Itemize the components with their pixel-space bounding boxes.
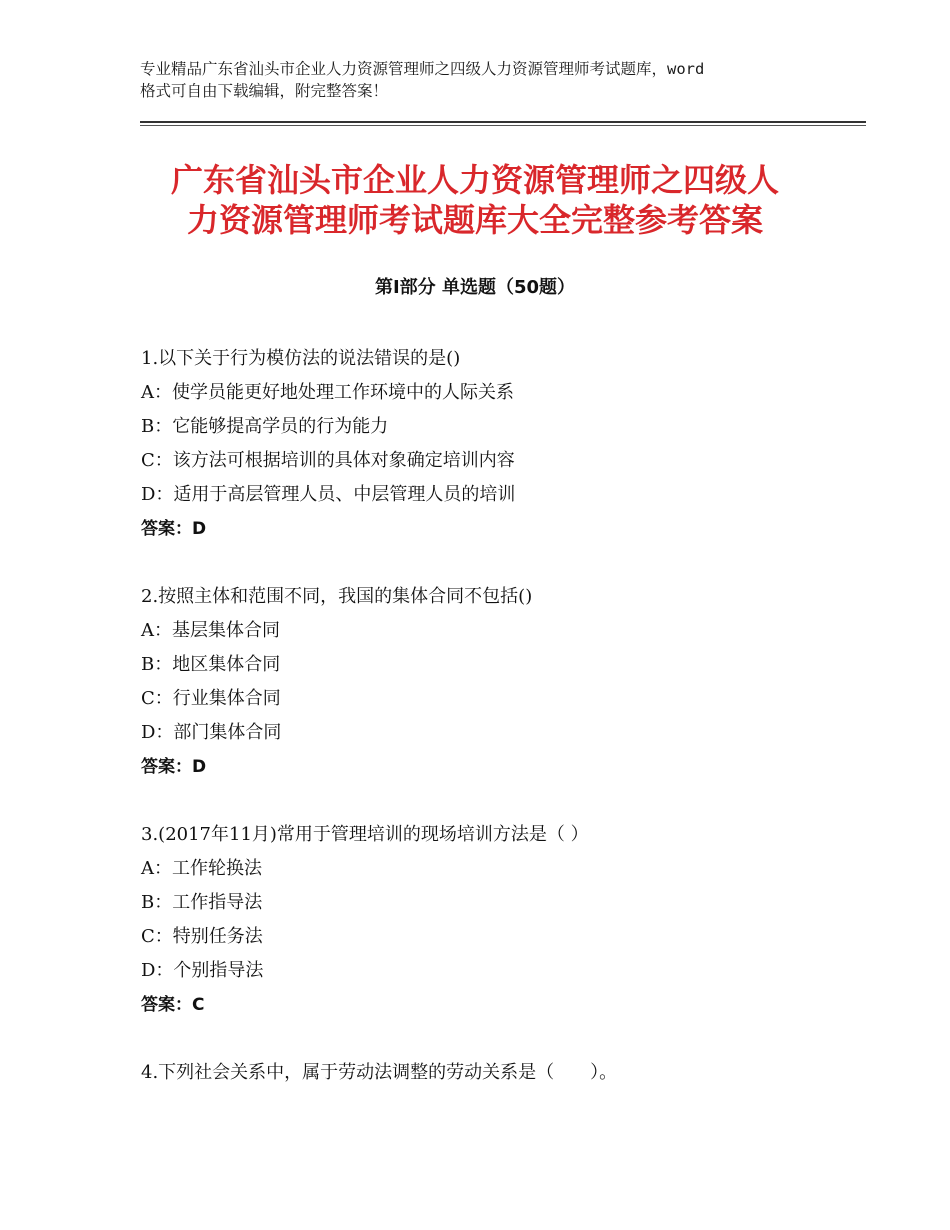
answer-label: 答案：C [141,995,205,1015]
question-list [141,342,831,1124]
option-d: D：适用于高层管理人员、中层管理人员的培训 [141,484,516,505]
option-b: B：地区集体合同 [141,654,281,675]
question-1 [141,342,831,546]
option-c: C：行业集体合同 [141,688,281,709]
option-c: C：该方法可根据培训的具体对象确定培训内容 [141,450,515,471]
question-stem: 1.以下关于行为模仿法的说法错误的是() [141,348,461,369]
header-divider-thick [140,121,866,123]
option-b: B：工作指导法 [141,892,263,913]
document-title [140,160,810,240]
option-d: D：部门集体合同 [141,722,282,743]
document-title-line-1: 广东省汕头市企业人力资源管理师之四级人 [170,161,779,199]
option-c: C：特别任务法 [141,926,263,947]
answer-label: 答案：D [141,757,207,777]
question-stem: 2.按照主体和范围不同，我国的集体合同不包括() [141,586,533,607]
header-note-line-1: 专业精品广东省汕头市企业人力资源管理师之四级人力资源管理师考试题库，word [140,60,705,78]
question-3 [141,818,831,1022]
option-a: A：基层集体合同 [141,620,280,641]
option-a: A：工作轮换法 [141,858,262,879]
document-title-line-2: 力资源管理师考试题库大全完整参考答案 [186,201,763,239]
option-d: D：个别指导法 [141,960,264,981]
option-b: B：它能够提高学员的行为能力 [141,416,389,437]
option-a: A：使学员能更好地处理工作环境中的人际关系 [141,382,514,403]
header-note-line-2: 格式可自由下载编辑，附完整答案！ [140,82,389,100]
question-4 [141,1056,831,1090]
question-2 [141,580,831,784]
section-title: 第Ⅰ部分 单选题（50题） [374,277,575,298]
header-note [140,58,830,102]
answer-label: 答案：D [141,519,207,539]
header-divider-thin [140,125,866,126]
question-stem: 4.下列社会关系中，属于劳动法调整的劳动关系是（ ）。 [141,1062,618,1083]
question-stem: 3.(2017年11月)常用于管理培训的现场培训方法是（ ） [141,824,589,845]
